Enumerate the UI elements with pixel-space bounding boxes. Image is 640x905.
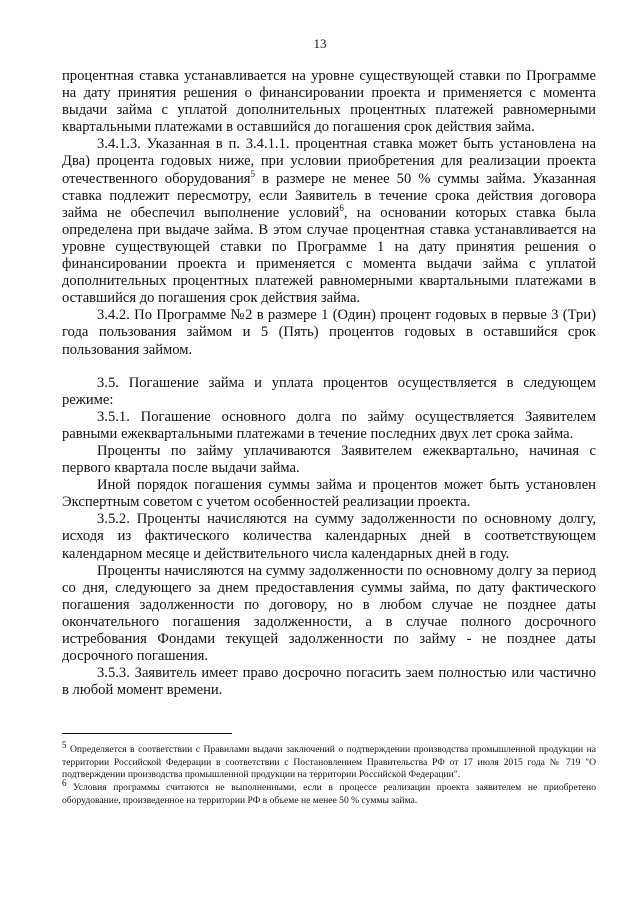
page-number: 13 xyxy=(313,36,327,51)
footnote-6 xyxy=(62,777,596,807)
footnotes xyxy=(62,739,596,808)
paragraph-3-4-1-3-part-3: , на основании которых ставка была определена при выдаче займа. В этом случае процентная ставка устанавливается на уровне существующей ставки по Программе 1 на дату принятия решения о финансировании проекта и применяется с момента выдачи займа с уплатой дополнительных процентных платежей равномерными квартальными платежами в оставшийся до погашения срок действия займа. xyxy=(62,204,596,307)
paragraph-3-4-1-3 xyxy=(62,136,596,307)
footnote-separator xyxy=(62,733,232,734)
paragraph-3-4-1-3-part-1: 3.4.1.3. Указанная в п. 3.4.1.1. процентная ставка может быть установлена на Два) процента годовых ниже, при условии приобретения для реализации проекта отечественного оборудования xyxy=(62,136,596,187)
paragraph-interest-rate-continuation: процентная ставка устанавливается на уровне существующей ставки по Программе на дату принятия решения о финансировании проекта и применяется с момента выдачи займа с уплатой дополнительных процентных платежей равномерными квартальными платежами в оставшийся до погашения срок действия займа. xyxy=(62,68,596,136)
document-body xyxy=(62,68,596,699)
paragraph-3-4-2: 3.4.2. По Программе №2 в размере 1 (Один) процент годовых в первые 3 (Три) года пользования займом и 5 (Пять) процентов годовых в оставшийся срок пользования займом. xyxy=(62,307,596,358)
paragraph-3-4-1-3-part-2: в размере не менее 50 % суммы займа. Указанная ставка подлежит пересмотру, если Заявитель в течение срока действия договора займа не обеспечил выполнение условий xyxy=(62,170,596,221)
footnote-marker-6: 6 xyxy=(62,777,67,788)
paragraph-3-5: 3.5. Погашение займа и уплата процентов осуществляется в следующем режиме: xyxy=(62,374,596,408)
footnote-marker-5: 5 xyxy=(62,739,67,750)
paragraph-3-5-1: 3.5.1. Погашение основного долга по займу осуществляется Заявителем равными ежеквартальными платежами в течение последних двух лет срока займа. xyxy=(62,408,596,442)
paragraph-3-5-2: 3.5.2. Проценты начисляются на сумму задолженности по основному долгу, исходя из фактического количества календарных дней в соответствующем календарном месяце и действительного числа календарных дней в году. xyxy=(62,511,596,562)
footnote-ref-6[interactable]: 6 xyxy=(339,202,344,213)
footnote-5-text: Определяется в соответствии с Правилами выдачи заключений о подтверждении производства промышленной продукции на территории Российской Федерации в соответствии с Постановлением Правительства РФ от 17 июля 2015 года № 719 "О подтверждении производства промышленной продукции на территории Российской Федерации". xyxy=(62,744,596,781)
paragraph-interest-accrual: Проценты начисляются на сумму задолженности по основному долгу за период со дня, следующего за днем предоставления суммы займа, по дату фактического погашения задолженности по договору, но в любом случае не позднее даты окончательного погашения задолженности, а в случае полного досрочного истребования Фондами текущей задолженности по займу - не позднее даты досрочного погашения. xyxy=(62,562,596,665)
footnote-6-text: Условия программы считаются не выполненными, если в процессе реализации проекта заявителем не приобретено оборудование, произведенное на территории РФ в объеме не менее 50 % суммы займа. xyxy=(62,782,596,806)
paragraph-3-5-3: 3.5.3. Заявитель имеет право досрочно погасить заем полностью или частично в любой момент времени. xyxy=(62,665,596,699)
footnote-ref-5[interactable]: 5 xyxy=(250,168,256,179)
paragraph-interest-payment: Проценты по займу уплачиваются Заявителем ежеквартально, начиная с первого квартала после выдачи займа. xyxy=(62,442,596,477)
paragraph-alternative-order: Иной порядок погашения суммы займа и процентов может быть установлен Экспертным советом с учетом особенностей реализации проекта. xyxy=(62,477,596,511)
footnote-5 xyxy=(62,739,596,782)
